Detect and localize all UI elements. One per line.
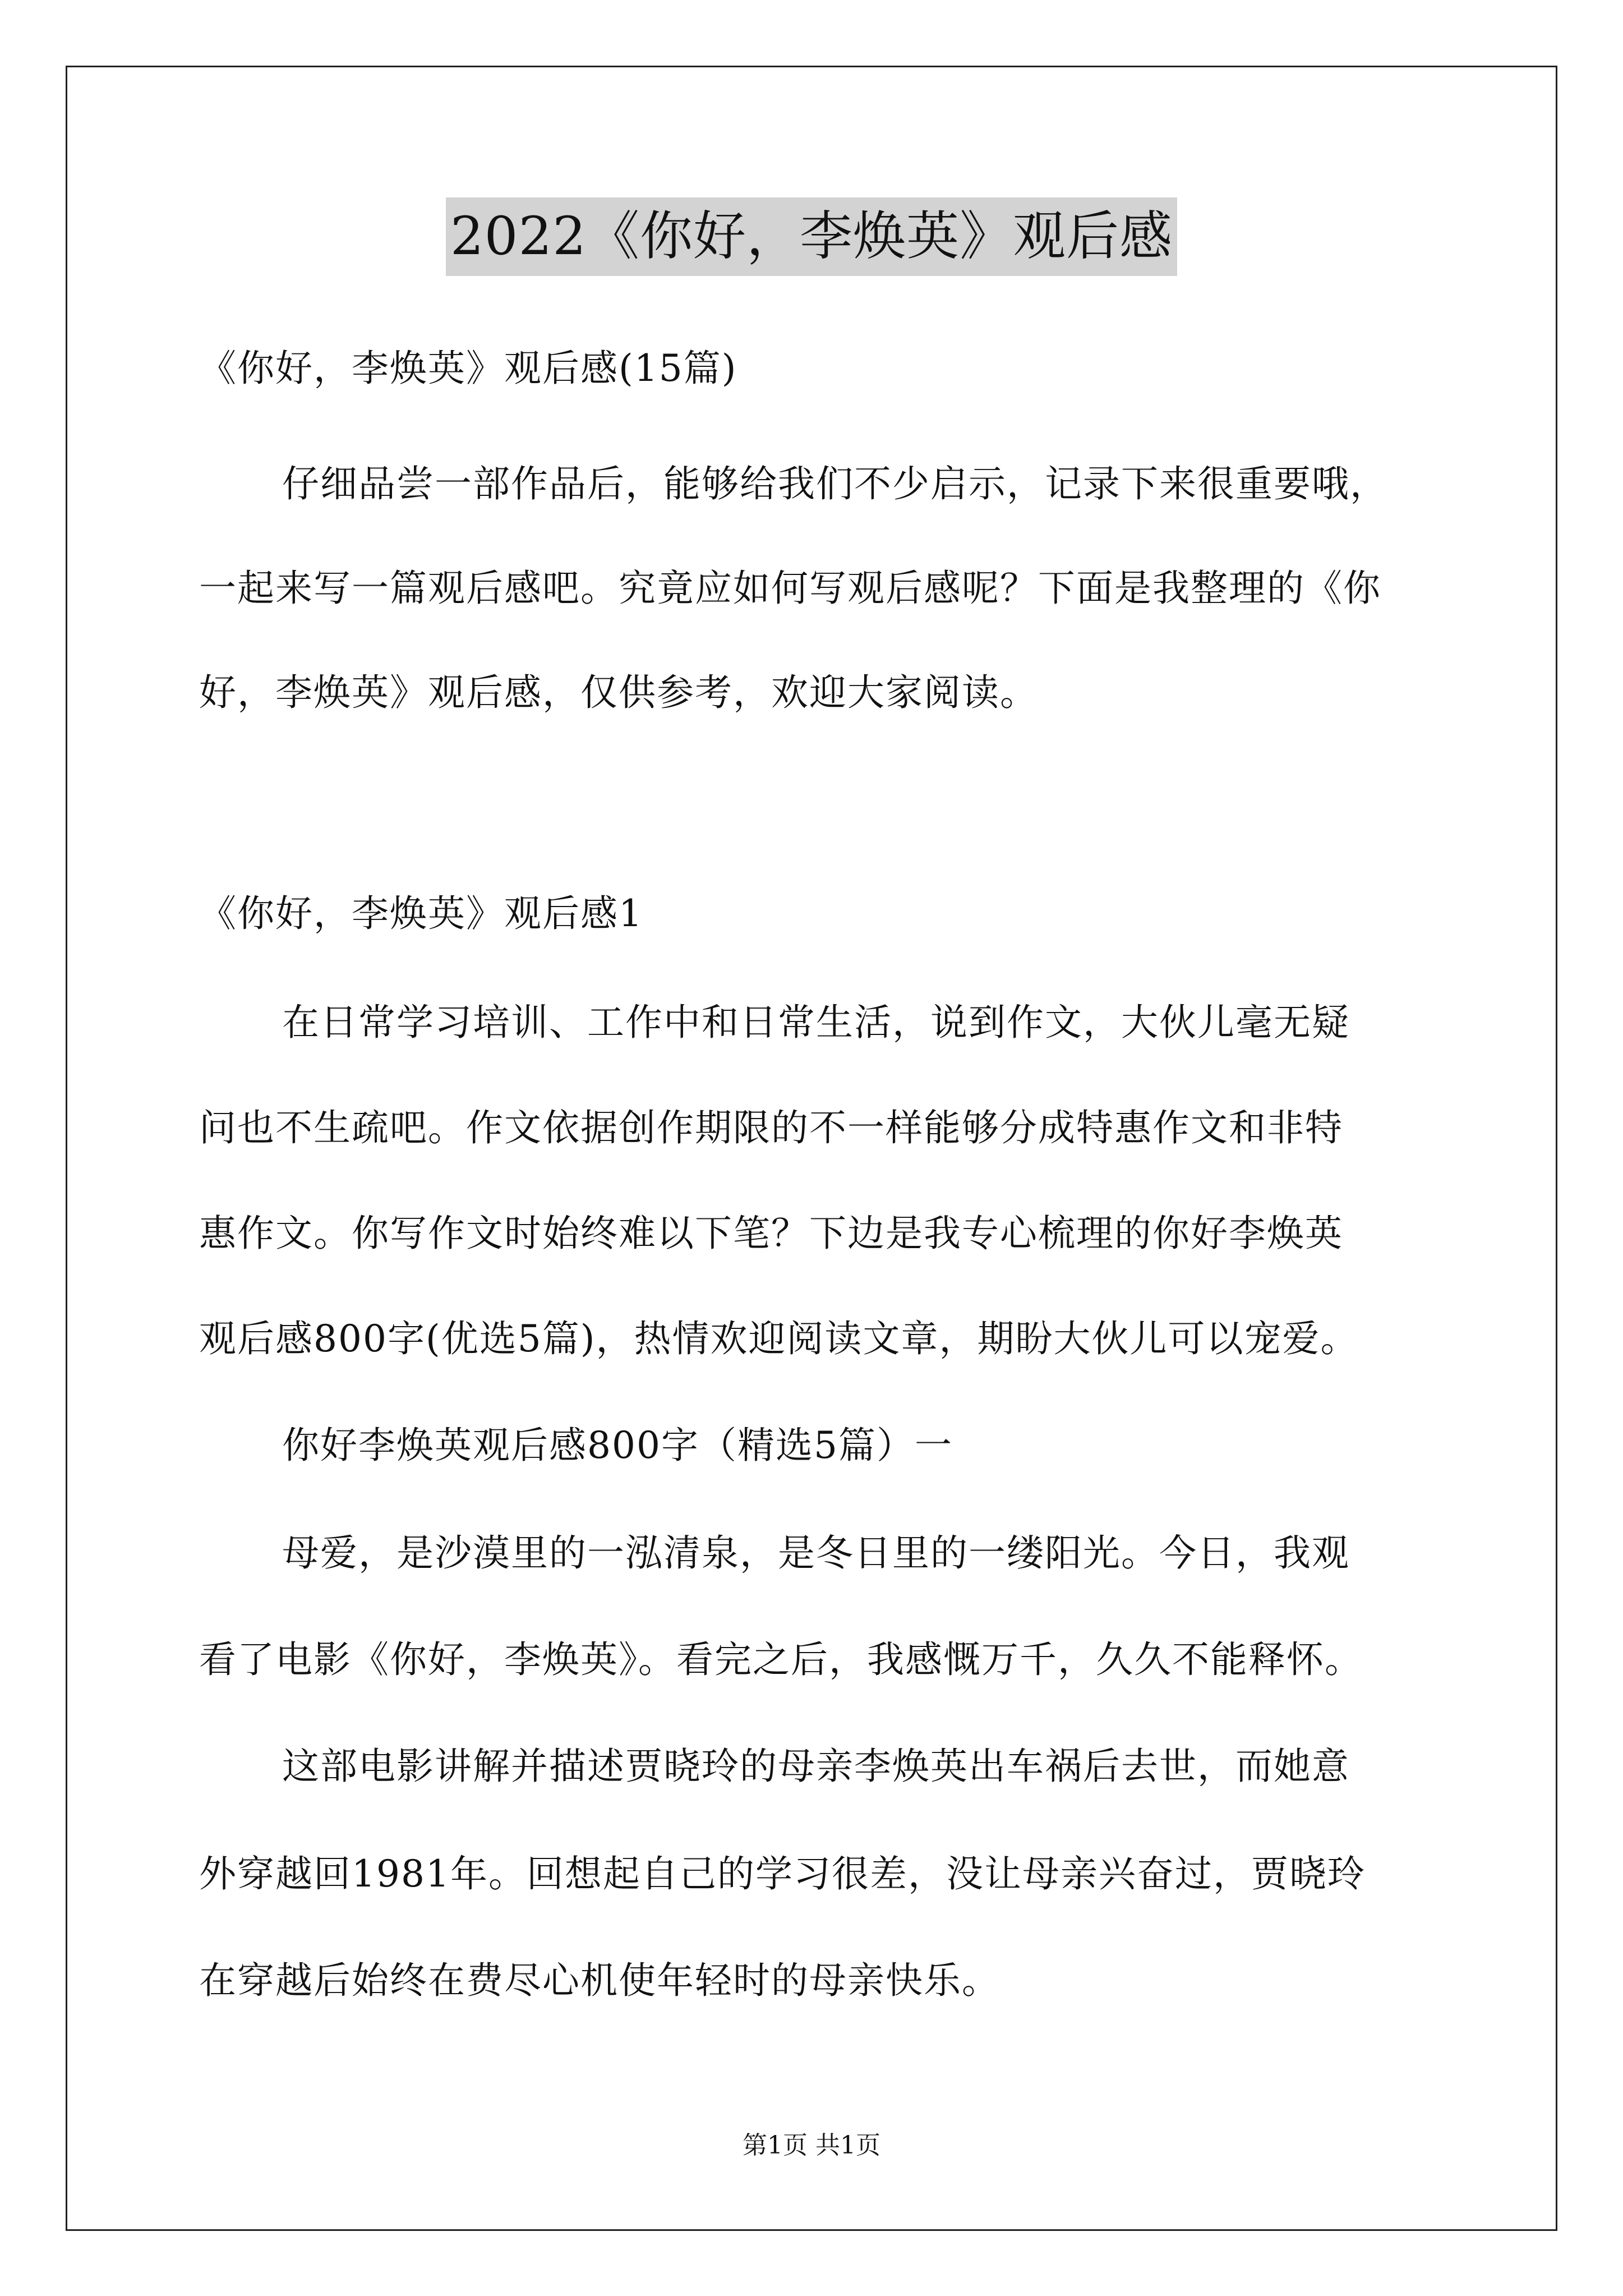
intro-line-1: 仔细品尝一部作品后，能够给我们不少启示，记录下来很重要哦， bbox=[282, 462, 1388, 505]
section-line-8: 这部电影讲解并描述贾晓玲的母亲李焕英出车祸后去世，而她意 bbox=[282, 1745, 1350, 1788]
title-container bbox=[0, 197, 1623, 276]
section-heading: 《你好，李焕英》观后感1 bbox=[199, 892, 643, 935]
section-line-6: 母爱，是沙漠里的一泓清泉，是冬日里的一缕阳光。今日，我观 bbox=[282, 1531, 1350, 1575]
sub-heading: 你好李焕英观后感800字（精选5篇）一 bbox=[282, 1424, 953, 1467]
section-line-2: 问也不生疏吧。作文依据创作期限的不一样能够分成特惠作文和非特 bbox=[199, 1106, 1343, 1149]
section-line-7: 看了电影《你好，李焕英》。看完之后，我感慨万千，久久不能释怀。 bbox=[199, 1638, 1363, 1681]
section-line-3: 惠作文。你写作文时始终难以下笔？下边是我专心梳理的你好李焕英 bbox=[199, 1212, 1343, 1255]
section-line-10: 在穿越后始终在费尽心机使年轻时的母亲快乐。 bbox=[199, 1959, 1000, 2002]
document-subtitle: 《你好，李焕英》观后感(15篇) bbox=[199, 347, 737, 390]
section-line-9: 外穿越回1981年。回想起自己的学习很差，没让母亲兴奋过，贾晓玲 bbox=[199, 1852, 1366, 1895]
document-title: 2022《你好，李焕英》观后感 bbox=[446, 197, 1177, 276]
section-line-1: 在日常学习培训、工作中和日常生活，说到作文，大伙儿毫无疑 bbox=[282, 1001, 1350, 1044]
section-line-4: 观后感800字(优选5篇)，热情欢迎阅读文章，期盼大伙儿可以宠爱。 bbox=[199, 1317, 1359, 1360]
intro-line-3: 好，李焕英》观后感，仅供参考，欢迎大家阅读。 bbox=[199, 671, 1038, 714]
intro-line-2: 一起来写一篇观后感吧。究竟应如何写观后感呢？下面是我整理的《你 bbox=[199, 567, 1381, 610]
page-footer: 第1页 共1页 bbox=[743, 2131, 880, 2160]
